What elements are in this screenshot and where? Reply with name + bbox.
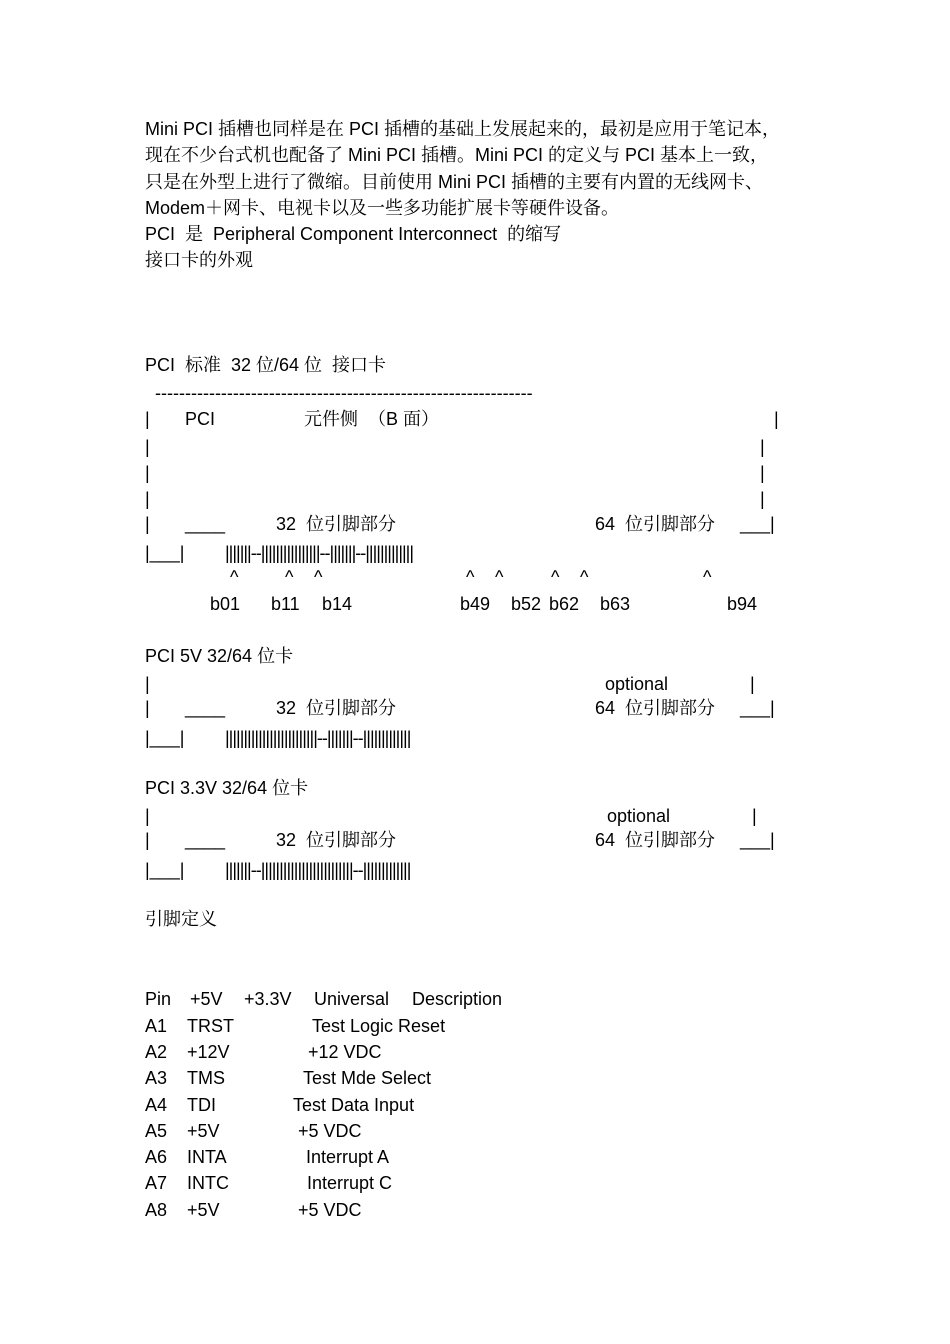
pin-header: Pin — [145, 989, 172, 1009]
intro-line: Modem＋网卡、电视卡以及一些多功能扩展卡等硬件设备。 — [145, 197, 620, 218]
pin-description: Interrupt C — [307, 1173, 393, 1193]
part-32-label: 32 位引脚部分 — [276, 514, 397, 534]
border-left: | — [145, 514, 150, 534]
caret: ^ — [466, 567, 475, 587]
border-left: | — [145, 698, 150, 718]
pin-signal: +5V — [187, 1200, 220, 1220]
pin-description: +5 VDC — [298, 1200, 362, 1220]
std-card-top-dashes: --------------------------------------------------------------- — [155, 383, 533, 403]
card5v-title: PCI 5V 32/64 位卡 — [145, 646, 294, 666]
caret: ^ — [314, 567, 323, 587]
pin-signal: +5V — [187, 1121, 220, 1141]
pin-row: |||||||||||||||||||||||||--|||||||--||||||||||||| — [225, 728, 411, 748]
pin-signal: INTC — [187, 1173, 229, 1193]
left-end: |___| — [145, 543, 185, 563]
pci-label: PCI — [185, 409, 216, 429]
pin-section-title: 引脚定义 — [145, 909, 217, 929]
component-side-label: 元件侧 （B 面） — [304, 409, 440, 429]
caret: ^ — [230, 567, 239, 587]
optional-label: optional — [607, 806, 671, 826]
pin-id: A2 — [145, 1042, 168, 1062]
pin-label: b01 — [210, 594, 241, 614]
pin-id: A4 — [145, 1095, 168, 1115]
pin-signal: +12V — [187, 1042, 230, 1062]
border-right: | — [760, 489, 765, 509]
pin-id: A6 — [145, 1147, 168, 1167]
std-card-title: PCI 标准 32 位/64 位 接口卡 — [145, 355, 387, 375]
border-left: | — [145, 674, 150, 694]
blank-32: ____ — [185, 830, 226, 850]
pin-description: +12 VDC — [308, 1042, 382, 1062]
pin-signal: TMS — [187, 1068, 225, 1088]
blank-32: ____ — [185, 698, 226, 718]
pin-header: +5V — [190, 989, 223, 1009]
pin-header: Description — [412, 989, 503, 1009]
pin-description: Interrupt A — [306, 1147, 390, 1167]
border-left: | — [145, 437, 150, 457]
border-right: | — [760, 463, 765, 483]
border-left: | — [145, 409, 150, 429]
intro-line: 只是在外型上进行了微缩。目前使用 Mini PCI 插槽的主要有内置的无线网卡、 — [145, 171, 764, 192]
part-64-label: 64 位引脚部分 — [595, 698, 716, 718]
caret: ^ — [580, 567, 589, 587]
pin-row: |||||||--|||||||||||||||||||||||||--||||||||||||| — [225, 860, 411, 880]
pin-id: A5 — [145, 1121, 168, 1141]
border-left: | — [145, 830, 150, 850]
pin-header: +3.3V — [244, 989, 292, 1009]
right-end: ___| — [740, 514, 775, 534]
left-end: |___| — [145, 728, 185, 748]
pin-label: b49 — [460, 594, 491, 614]
card33v-title: PCI 3.3V 32/64 位卡 — [145, 778, 309, 798]
right-end: ___| — [740, 698, 775, 718]
border-right: | — [752, 806, 757, 826]
border-right: | — [774, 409, 779, 429]
pin-description: +5 VDC — [298, 1121, 362, 1141]
pin-label: b11 — [271, 594, 300, 614]
pin-label: b52 — [511, 594, 542, 614]
intro-paragraph — [145, 116, 825, 274]
blank-32: ____ — [185, 514, 226, 534]
pin-signal: INTA — [187, 1147, 227, 1167]
part-32-label: 32 位引脚部分 — [276, 830, 397, 850]
border-left: | — [145, 463, 150, 483]
pin-signal: TRST — [187, 1016, 234, 1036]
right-end: ___| — [740, 830, 775, 850]
caret: ^ — [551, 567, 560, 587]
intro-line: Mini PCI 插槽也同样是在 PCI 插槽的基础上发展起来的，最初是应用于笔记本， — [145, 119, 781, 139]
pin-row: |||||||--||||||||||||||||--|||||||--||||||||||||| — [225, 543, 414, 563]
intro-line: 接口卡的外观 — [145, 250, 253, 271]
border-left: | — [145, 806, 150, 826]
pin-id: A3 — [145, 1068, 168, 1088]
intro-line: PCI 是 Peripheral Component Interconnect 的缩写 — [145, 224, 562, 245]
caret: ^ — [495, 567, 504, 587]
pin-id: A1 — [145, 1016, 168, 1036]
pin-id: A7 — [145, 1173, 168, 1193]
pin-signal: TDI — [187, 1095, 216, 1115]
border-left: | — [145, 489, 150, 509]
left-end: |___| — [145, 860, 185, 880]
caret: ^ — [703, 567, 712, 587]
intro-line: 现在不少台式机也配备了 Mini PCI 插槽。Mini PCI 的定义与 PCI 基本上一致， — [145, 145, 769, 166]
pin-description: Test Logic Reset — [312, 1016, 446, 1036]
pin-label: b62 — [549, 594, 580, 614]
pin-description: Test Data Input — [293, 1095, 415, 1115]
part-64-label: 64 位引脚部分 — [595, 830, 716, 850]
optional-label: optional — [605, 674, 669, 694]
part-64-label: 64 位引脚部分 — [595, 514, 716, 534]
pin-label: b14 — [322, 594, 353, 614]
pin-id: A8 — [145, 1200, 168, 1220]
border-right: | — [760, 437, 765, 457]
pin-label: b63 — [600, 594, 631, 614]
border-right: | — [750, 674, 755, 694]
part-32-label: 32 位引脚部分 — [276, 698, 397, 718]
caret: ^ — [285, 567, 294, 587]
pin-label: b94 — [727, 594, 758, 614]
pin-header: Universal — [314, 989, 390, 1009]
pin-description: Test Mde Select — [303, 1068, 432, 1088]
